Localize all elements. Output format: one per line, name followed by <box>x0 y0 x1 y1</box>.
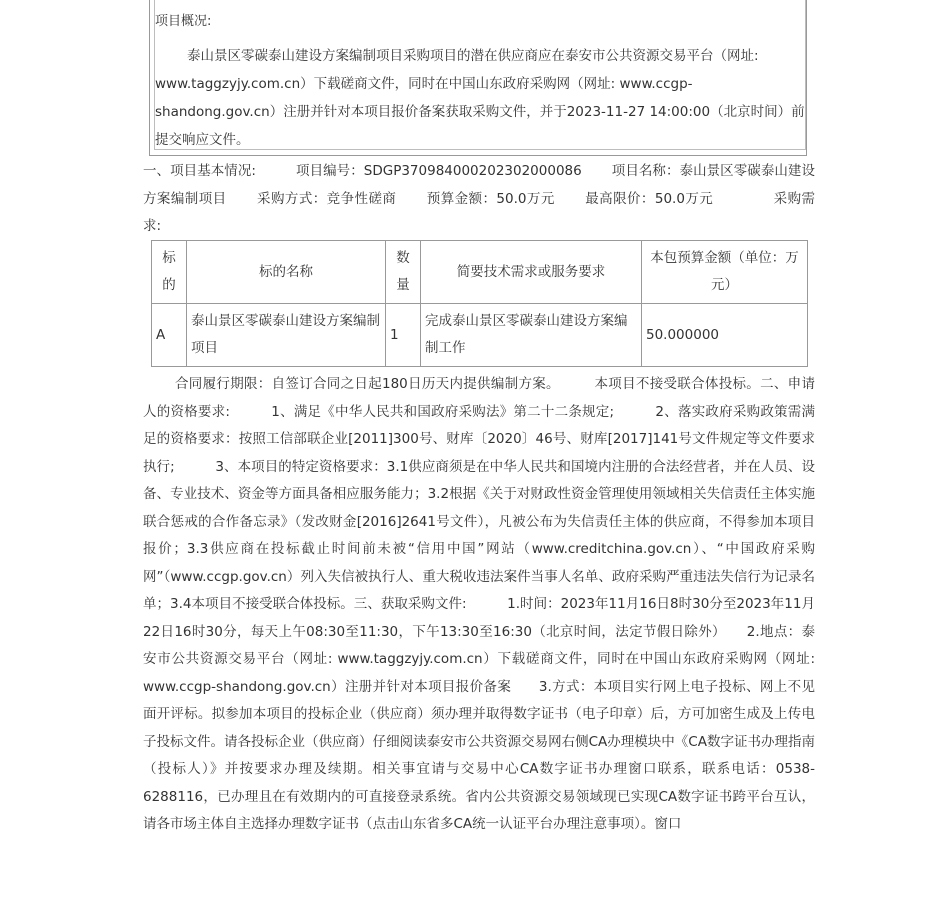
cell-quantity: 1 <box>386 304 421 367</box>
header-budget: 本包预算金额（单位：万元） <box>642 241 808 304</box>
project-name: 项目名称：泰山景区零碳泰山建设方案编制项目 <box>143 163 815 207</box>
items-table <box>151 240 808 367</box>
header-quantity: 数量 <box>386 241 421 304</box>
cell-requirements: 完成泰山景区零碳泰山建设方案编制工作 <box>421 304 642 367</box>
cell-item: A <box>152 304 187 367</box>
header-item: 标的 <box>152 241 187 304</box>
procurement-need: 采购需求: <box>143 190 816 234</box>
project-number: 项目编号：SDGP370984000202302000086 <box>295 163 582 179</box>
overview-title: 项目概况: <box>155 14 212 29</box>
overview-text: 泰山景区零碳泰山建设方案编制项目采购项目的潜在供应商应在泰安市公共资源交易平台（网址: www.taggzyjy.com.cn）下载磋商文件，同时在中国山东政府采购网（网址: www.ccgp-shandong.gov.cn）注册并针对本项目报价备案获取采购文件，并于2023-11-27 14:00:00（北京时间）前提交响应文件。 <box>155 48 805 148</box>
cell-item-name: 泰山景区零碳泰山建设方案编制项目 <box>187 304 386 367</box>
basic-info <box>143 158 815 241</box>
header-requirements: 简要技术需求或服务要求 <box>421 241 642 304</box>
basic-heading: 一、项目基本情况: <box>143 163 256 179</box>
body-text: 合同履行期限：自签订合同之日起180日历天内提供编制方案。 本项目不接受联合体投标。二、申请人的资格要求: 1、满足《中华人民共和国政府采购法》第二十二条规定; 2、落实政府采购政策需满足的资格要求：按照工信部联企业[2011]300号、财库〔2020〕46号、财库[2017]141号文件规定等文件要求执行; 3、本项目的特定资格要求：3.1供应商须是在中华人民共和国境内注册的合法经营者，并在人员、设备、专业技术、资金等方面具备相应服务能力；3.2根据《关于对财政性资金管理使用领域相关失信责任主体实施联合惩戒的合作备忘录》（发改财金[2016]2641号文件），凡被公布为失信责任主体的供应商，不得参加本项目报价；3.3供应商在投标截止时间前未被“信用中国”网站（www.creditchina.gov.cn）、“中国政府采购网”（www.ccgp.gov.cn）列入失信被执行人、重大税收违法案件当事人名单、政府采购严重违法失信行为记录名单；3.4本项目不接受联合体投标。三、获取采购文件: 1.时间：2023年11月16日8时30分至2023年11月22日16时30分，每天上午08:30至11:30，下午13:30至16:30（北京时间，法定节假日除外） 2.地点：泰安市公共资源交易平台（网址: www.taggzyjy.com.cn）下载磋商文件，同时在中国山东政府采购网（网址: www.ccgp-shandong.gov.cn）注册并针对本项目报价备案 3.方式：本项目实行网上电子投标、网上不见面开评标。拟参加本项目的投标企业（供应商）须办理并取得数字证书（电子印章）后，方可加密生成及上传电子投标文件。请各投标企业（供应商）仔细阅读泰安市公共资源交易网右侧CA办理模块中《CA数字证书办理指南（投标人）》并按要求办理及续期。相关事宜请与交易中心CA数字证书办理窗口联系，联系电话：0538-6288116，已办理且在有效期内的可直接登录系统。省内公共资源交易领域现已实现CA数字证书跨平台互认，请各市场主体自主选择办理数字证书（点击山东省多CA统一认证平台办理注意事项）。窗口 <box>143 376 815 832</box>
header-item-name: 标的名称 <box>187 241 386 304</box>
cell-budget: 50.000000 <box>642 304 808 367</box>
procurement-method: 采购方式：竞争性磋商 <box>256 190 397 207</box>
max-price: 最高限价：50.0万元 <box>584 190 714 207</box>
budget-amount: 预算金额：50.0万元 <box>426 190 555 207</box>
table-row <box>152 304 808 367</box>
table-header-row <box>152 241 808 304</box>
